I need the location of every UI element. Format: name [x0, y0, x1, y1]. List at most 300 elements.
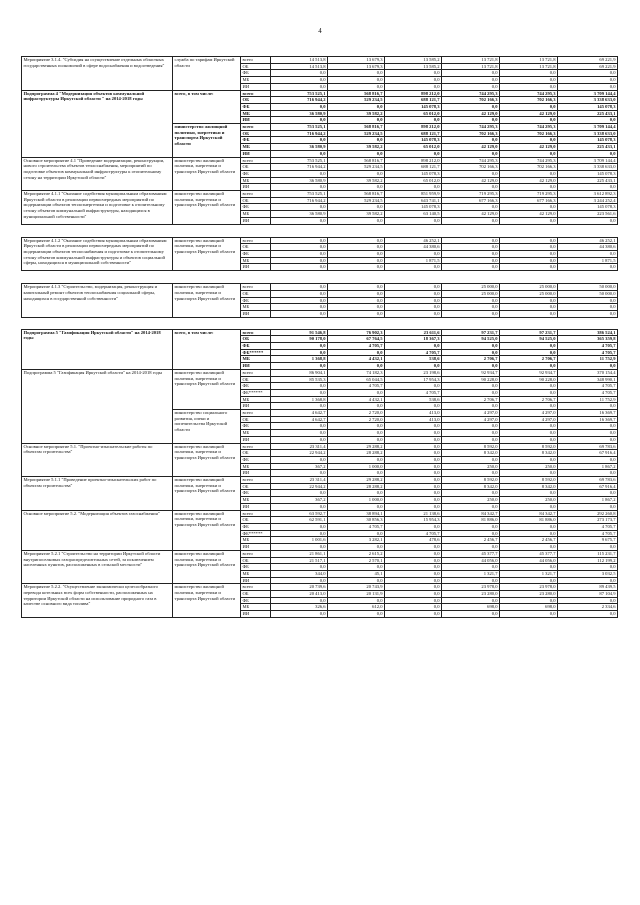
- amount-year-2015: 529 234,5: [328, 164, 385, 171]
- funding-source: всего: [241, 237, 271, 244]
- funding-source: всего: [241, 369, 271, 376]
- funding-source: всего: [241, 510, 271, 517]
- amount-year-2018: 702 166,3: [500, 97, 558, 104]
- gap-cell: [22, 317, 618, 329]
- amount-total: 3 709 144,4: [558, 157, 618, 164]
- amount-year-2016: 145 078,3: [385, 204, 442, 211]
- measure-title: Мероприятие 4.1.1 "Оказание содействия муниципальным образованиям Иркутской области в реализации первоочередных мероприятий по модернизации объектов теплоэнергетики и подготовке к отопительному сезону объектов коммунальной инфраструктуры, находящихся в муниципальной собственности": [22, 191, 173, 225]
- amount-year-2015: 29 288,2: [328, 477, 385, 484]
- amount-total: 4 705,7: [558, 349, 618, 356]
- amount-year-2014: 753 525,1: [271, 124, 328, 131]
- amount-year-2017: 0,0: [442, 304, 500, 311]
- amount-year-2018: 25 000,0: [500, 290, 558, 297]
- amount-year-2017: 0,0: [442, 490, 500, 497]
- amount-total: 348 990,1: [558, 376, 618, 383]
- amount-year-2018: 744 295,3: [500, 124, 558, 131]
- table-row: [22, 477, 618, 484]
- amount-year-2014: 0,0: [271, 436, 328, 443]
- amount-year-2014: 22 944,2: [271, 483, 328, 490]
- amount-total: 3 709 144,4: [558, 124, 618, 131]
- amount-year-2014: 0,0: [271, 423, 328, 430]
- amount-year-2017: 8 592,0: [442, 443, 500, 450]
- amount-year-2016: 44 380,6: [385, 244, 442, 251]
- amount-year-2016: 0,0: [385, 591, 442, 598]
- amount-total: 0,0: [558, 597, 618, 604]
- amount-year-2014: 62 591,1: [271, 517, 328, 524]
- amount-year-2016: 643 741,1: [385, 197, 442, 204]
- amount-year-2015: 0,0: [328, 423, 385, 430]
- amount-total: 0,0: [558, 184, 618, 191]
- amount-year-2017: 0,0: [442, 530, 500, 537]
- amount-year-2018: 94 525,0: [500, 336, 558, 343]
- funding-source: ИИ: [241, 363, 271, 370]
- amount-total: 0,0: [558, 304, 618, 311]
- amount-year-2015: 0,0: [328, 117, 385, 124]
- amount-year-2016: 0,0: [385, 497, 442, 504]
- amount-year-2016: 0,0: [385, 297, 442, 304]
- amount-total: 0,0: [558, 403, 618, 410]
- funding-source: ИИ: [241, 611, 271, 618]
- amount-year-2015: 2 720,0: [328, 410, 385, 417]
- amount-year-2015: 39 582,2: [328, 211, 385, 218]
- amount-year-2016: 65 012,0: [385, 110, 442, 117]
- amount-total: 0,0: [558, 456, 618, 463]
- amount-year-2015: 0,0: [328, 530, 385, 537]
- amount-year-2018: 81 886,0: [500, 517, 558, 524]
- amount-total: 3 244 252,4: [558, 197, 618, 204]
- amount-year-2018: 0,0: [500, 310, 558, 317]
- amount-year-2015: 2 720,0: [328, 416, 385, 423]
- funding-source: ФБ: [241, 70, 271, 77]
- amount-year-2014: 63 592,7: [271, 510, 328, 517]
- funding-source: всего: [241, 477, 271, 484]
- amount-year-2018: 698,0: [500, 604, 558, 611]
- amount-year-2016: 538,6: [385, 396, 442, 403]
- amount-total: 3 612 892,3: [558, 191, 618, 198]
- amount-year-2014: 0,0: [271, 204, 328, 211]
- amount-year-2018: 0,0: [500, 597, 558, 604]
- funding-source: всего: [241, 443, 271, 450]
- amount-total: 3 338 633,0: [558, 130, 618, 137]
- amount-year-2015: 0,0: [328, 70, 385, 77]
- funding-source: МБ: [241, 304, 271, 311]
- amount-year-2014: 0,0: [271, 430, 328, 437]
- amount-year-2016: 46 252,1: [385, 237, 442, 244]
- amount-year-2017: 0,0: [442, 503, 500, 510]
- amount-year-2018: 0,0: [500, 77, 558, 84]
- amount-year-2018: 0,0: [500, 170, 558, 177]
- executor-cell: министерство жилищной политики, энергетики и транспорта Иркутской области: [173, 443, 241, 477]
- amount-year-2017: 4 297,0: [442, 410, 500, 417]
- amount-total: 67 916,4: [558, 450, 618, 457]
- amount-year-2017: 702 166,3: [442, 130, 500, 137]
- funding-source: ФБ: [241, 250, 271, 257]
- amount-year-2018: 250,0: [500, 497, 558, 504]
- amount-total: 89 439,5: [558, 584, 618, 591]
- amount-total: 1 867,2: [558, 463, 618, 470]
- amount-total: 50 000,0: [558, 284, 618, 291]
- amount-year-2017: 8 342,0: [442, 483, 500, 490]
- amount-year-2016: 0,0: [385, 611, 442, 618]
- amount-year-2015: 2 615,2: [328, 550, 385, 557]
- amount-year-2014: 1 368,8: [271, 396, 328, 403]
- funding-source: ОБ: [241, 376, 271, 383]
- amount-year-2016: 0,0: [385, 450, 442, 457]
- amount-year-2015: 568 816,7: [328, 191, 385, 198]
- amount-total: 115 231,7: [558, 550, 618, 557]
- page-number: 4: [318, 27, 322, 35]
- amount-year-2017: 0,0: [442, 383, 500, 390]
- amount-total: 9 675,7: [558, 537, 618, 544]
- amount-year-2016: 0,0: [385, 577, 442, 584]
- amount-year-2015: 0,0: [328, 137, 385, 144]
- amount-year-2018: 0,0: [500, 530, 558, 537]
- amount-year-2014: 0,0: [271, 77, 328, 84]
- amount-year-2015: 0,0: [328, 436, 385, 443]
- amount-year-2015: 0,0: [328, 503, 385, 510]
- amount-year-2016: 0,0: [385, 456, 442, 463]
- amount-total: 0,0: [558, 611, 618, 618]
- amount-year-2018: 0,0: [500, 184, 558, 191]
- amount-total: 145 078,3: [558, 137, 618, 144]
- amount-year-2018: 0,0: [500, 490, 558, 497]
- amount-year-2016: 898 212,0: [385, 90, 442, 97]
- table-row: [22, 510, 618, 517]
- measure-title: Мероприятие 4.1.2 "Оказание содействия муниципальным образованиям Иркутской области в реализации первоочередных мероприятий по модернизации объектов теплоснабжения и подготовке к отопительному сезону объектов коммунальной инфраструктуры и объектов социальной сферы, находящихся в муниципальной собственности": [22, 237, 173, 271]
- amount-year-2015: 13 679,3: [328, 63, 385, 70]
- amount-year-2017: 23 978,0: [442, 584, 500, 591]
- funding-source: ОБ: [241, 164, 271, 171]
- funding-source: всего: [241, 157, 271, 164]
- amount-year-2017: 4 297,0: [442, 416, 500, 423]
- amount-year-2017: 45 377,7: [442, 550, 500, 557]
- amount-year-2014: 0,0: [271, 264, 328, 271]
- amount-year-2014: 753 525,1: [271, 157, 328, 164]
- amount-year-2014: 0,0: [271, 544, 328, 551]
- amount-total: 1 871,5: [558, 257, 618, 264]
- funding-source: ОБ: [241, 130, 271, 137]
- amount-year-2017: 0,0: [442, 264, 500, 271]
- amount-year-2016: 0,0: [385, 443, 442, 450]
- funding-source: всего: [241, 124, 271, 131]
- funding-source: МБ: [241, 463, 271, 470]
- amount-year-2018: 0,0: [500, 544, 558, 551]
- amount-year-2016: 145 078,3: [385, 103, 442, 110]
- funding-source: ФБ: [241, 524, 271, 531]
- amount-year-2016: 0,0: [385, 584, 442, 591]
- amount-year-2016: 65 012,0: [385, 144, 442, 151]
- amount-year-2016: 0,0: [385, 477, 442, 484]
- amount-year-2015: 568 816,7: [328, 124, 385, 131]
- amount-year-2014: 0,0: [271, 490, 328, 497]
- amount-year-2017: 0,0: [442, 70, 500, 77]
- executor-cell: министерство социального развития, опеки и попечительства Иркутской области: [173, 410, 241, 444]
- amount-year-2016: 0,0: [385, 117, 442, 124]
- amount-year-2017: 13 721,8: [442, 63, 500, 70]
- amount-year-2014: 23 311,4: [271, 443, 328, 450]
- gap-cell: [22, 271, 618, 284]
- amount-year-2014: 716 944,2: [271, 197, 328, 204]
- amount-total: 223 561,6: [558, 211, 618, 218]
- amount-year-2014: 85 535,3: [271, 376, 328, 383]
- amount-year-2017: 698,0: [442, 604, 500, 611]
- amount-year-2016: 688 121,7: [385, 97, 442, 104]
- amount-total: 0,0: [558, 470, 618, 477]
- amount-year-2018: 0,0: [500, 470, 558, 477]
- amount-year-2015: 0,0: [328, 237, 385, 244]
- amount-year-2016: 0,0: [385, 430, 442, 437]
- amount-total: 0,0: [558, 250, 618, 257]
- amount-year-2015: 0,0: [328, 244, 385, 251]
- amount-year-2014: 14 513,8: [271, 63, 328, 70]
- amount-total: 4 705,7: [558, 524, 618, 531]
- amount-year-2016: 0,0: [385, 483, 442, 490]
- amount-year-2017: 0,0: [442, 297, 500, 304]
- amount-year-2014: 36 580,9: [271, 177, 328, 184]
- amount-total: 225 433,1: [558, 110, 618, 117]
- amount-year-2015: 529 234,5: [328, 97, 385, 104]
- amount-year-2018: 8 342,0: [500, 450, 558, 457]
- funding-source: ИИ: [241, 544, 271, 551]
- funding-source: ОБ: [241, 290, 271, 297]
- amount-year-2017: 0,0: [442, 217, 500, 224]
- amount-year-2015: 0,0: [328, 470, 385, 477]
- amount-year-2014: 0,0: [271, 137, 328, 144]
- amount-year-2014: 1 368,8: [271, 356, 328, 363]
- amount-year-2015: 0,0: [328, 170, 385, 177]
- amount-total: 0,0: [558, 423, 618, 430]
- amount-year-2015: 4 705,7: [328, 343, 385, 350]
- amount-year-2016: 0,0: [385, 403, 442, 410]
- amount-year-2018: 13 721,8: [500, 63, 558, 70]
- amount-year-2015: 0,0: [328, 363, 385, 370]
- amount-year-2016: 0,0: [385, 550, 442, 557]
- amount-year-2015: 1 000,0: [328, 497, 385, 504]
- amount-year-2016: 0,0: [385, 423, 442, 430]
- amount-year-2017: 8 592,0: [442, 477, 500, 484]
- amount-year-2018: 8 592,0: [500, 477, 558, 484]
- funding-source: МБ: [241, 570, 271, 577]
- amount-year-2014: 0,0: [271, 170, 328, 177]
- amount-year-2014: 0,0: [271, 290, 328, 297]
- amount-year-2016: 538,6: [385, 356, 442, 363]
- amount-year-2014: 0,0: [271, 470, 328, 477]
- funding-source: ФБ: [241, 297, 271, 304]
- amount-year-2017: 42 129,0: [442, 110, 500, 117]
- amount-year-2014: 36 580,9: [271, 144, 328, 151]
- amount-year-2014: 0,0: [271, 310, 328, 317]
- amount-year-2014: 36 580,9: [271, 211, 328, 218]
- amount-year-2016: 17 954,3: [385, 376, 442, 383]
- gap-cell: [22, 224, 618, 237]
- amount-year-2018: 45 377,7: [500, 550, 558, 557]
- amount-year-2015: 529 234,5: [328, 197, 385, 204]
- amount-year-2017: 0,0: [442, 250, 500, 257]
- amount-total: 0,0: [558, 577, 618, 584]
- amount-year-2014: 344,0: [271, 570, 328, 577]
- amount-year-2015: 0,0: [328, 204, 385, 211]
- amount-year-2018: 744 295,3: [500, 157, 558, 164]
- amount-year-2017: 0,0: [442, 456, 500, 463]
- amount-year-2017: 0,0: [442, 403, 500, 410]
- amount-year-2018: 0,0: [500, 244, 558, 251]
- amount-year-2016: 478,6: [385, 537, 442, 544]
- amount-total: 3 709 144,4: [558, 90, 618, 97]
- amount-year-2015: 30 856,3: [328, 517, 385, 524]
- funding-source: всего: [241, 284, 271, 291]
- funding-source: ФБ: [241, 456, 271, 463]
- executor-cell: министерство жилищной политики, энергетики и транспорта Иркутской области: [173, 157, 241, 191]
- measure-title: Подпрограмма 5 "Газификация Иркутской области" на 2014-2018 годы: [22, 329, 173, 369]
- amount-year-2017: 25 000,0: [442, 284, 500, 291]
- amount-year-2018: 0,0: [500, 349, 558, 356]
- amount-year-2016: 0,0: [385, 383, 442, 390]
- amount-year-2018: 42 129,0: [500, 110, 558, 117]
- amount-year-2016: 0,0: [385, 250, 442, 257]
- amount-year-2016: 413,0: [385, 410, 442, 417]
- funding-source: ОБ: [241, 450, 271, 457]
- amount-year-2014: 36 580,9: [271, 110, 328, 117]
- amount-year-2018: 0,0: [500, 436, 558, 443]
- amount-year-2018: 0,0: [500, 137, 558, 144]
- amount-year-2017: 0,0: [442, 343, 500, 350]
- amount-total: 3 338 633,0: [558, 164, 618, 171]
- funding-source: МБ: [241, 77, 271, 84]
- funding-source: МБ: [241, 537, 271, 544]
- amount-year-2014: 0,0: [271, 349, 328, 356]
- amount-year-2018: 4 297,0: [500, 410, 558, 417]
- amount-year-2016: 898 212,0: [385, 124, 442, 131]
- funding-source: ФБ: [241, 564, 271, 571]
- funding-source: ОБ: [241, 97, 271, 104]
- amount-total: 11 752,9: [558, 356, 618, 363]
- amount-total: 0,0: [558, 436, 618, 443]
- funding-source: ФБ: [241, 423, 271, 430]
- amount-year-2016: 4 705,7: [385, 349, 442, 356]
- funding-source: ОБ: [241, 517, 271, 524]
- amount-total: 0,0: [558, 503, 618, 510]
- amount-total: 0,0: [558, 430, 618, 437]
- amount-year-2017: 0,0: [442, 544, 500, 551]
- amount-year-2015: 39 582,2: [328, 177, 385, 184]
- table-row: [22, 584, 618, 591]
- funding-source: ФБ******: [241, 530, 271, 537]
- amount-year-2015: 76 902,3: [328, 329, 385, 336]
- amount-year-2016: 0,0: [385, 470, 442, 477]
- amount-total: 145 078,3: [558, 204, 618, 211]
- table-row: [22, 157, 618, 164]
- amount-year-2014: 0,0: [271, 611, 328, 618]
- executor-cell: министерство жилищной политики, энергетики и транспорта Иркутской области: [173, 477, 241, 511]
- amount-year-2018: 0,0: [500, 611, 558, 618]
- amount-year-2015: 3 282,1: [328, 537, 385, 544]
- amount-year-2015: 0,0: [328, 83, 385, 90]
- funding-source: ФБ: [241, 103, 271, 110]
- amount-year-2017: 0,0: [442, 430, 500, 437]
- amount-year-2015: 0,0: [328, 490, 385, 497]
- amount-year-2017: 13 721,8: [442, 57, 500, 64]
- amount-year-2015: 29 288,2: [328, 443, 385, 450]
- funding-source: ИИ: [241, 217, 271, 224]
- amount-year-2017: 2 706,7: [442, 396, 500, 403]
- amount-year-2015: 0,0: [328, 290, 385, 297]
- amount-year-2016: 0,0: [385, 503, 442, 510]
- amount-total: 225 433,1: [558, 144, 618, 151]
- amount-year-2015: 39 582,2: [328, 144, 385, 151]
- amount-year-2017: 0,0: [442, 389, 500, 396]
- section-gap: [22, 317, 618, 329]
- amount-year-2017: 8 342,0: [442, 450, 500, 457]
- amount-year-2015: 0,0: [328, 544, 385, 551]
- amount-year-2015: 568 816,7: [328, 90, 385, 97]
- amount-year-2016: 0,0: [385, 597, 442, 604]
- amount-year-2018: 92 934,7: [500, 369, 558, 376]
- executor-cell: министерство жилищной политики, энергетики и транспорта Иркутской области: [173, 191, 241, 225]
- executor-cell: министерство жилищной политики, энергетики и транспорта Иркутской области: [173, 284, 241, 318]
- measure-title: Мероприятие 4.1.3 "Строительство, модернизация, реконструкция и капитальный ремонт объектов теплоснабжения социальной сферы, находящихся в государственной собственности": [22, 284, 173, 318]
- amount-year-2014: 0,0: [271, 577, 328, 584]
- funding-source: ФБ******: [241, 349, 271, 356]
- amount-year-2018: 0,0: [500, 304, 558, 311]
- amount-year-2017: 677 166,3: [442, 197, 500, 204]
- amount-year-2017: 0,0: [442, 237, 500, 244]
- amount-total: 2 334,6: [558, 604, 618, 611]
- amount-total: 16 369,7: [558, 416, 618, 423]
- amount-year-2017: 0,0: [442, 204, 500, 211]
- funding-source: МБ: [241, 211, 271, 218]
- amount-year-2018: 0,0: [500, 577, 558, 584]
- amount-year-2015: 0,0: [328, 564, 385, 571]
- amount-year-2018: 8 592,0: [500, 443, 558, 450]
- amount-total: 370 154,4: [558, 369, 618, 376]
- amount-year-2016: 13 585,2: [385, 63, 442, 70]
- table-row: [22, 90, 618, 97]
- funding-source: МБ: [241, 497, 271, 504]
- amount-year-2017: 0,0: [442, 524, 500, 531]
- funding-source: ФБ: [241, 343, 271, 350]
- table-row: [22, 369, 618, 376]
- amount-year-2018: 0,0: [500, 117, 558, 124]
- funding-source: ИИ: [241, 184, 271, 191]
- funding-source: ОБ: [241, 591, 271, 598]
- amount-year-2016: 688 121,7: [385, 130, 442, 137]
- amount-year-2014: 86 904,1: [271, 369, 328, 376]
- executor-cell: министерство жилищной политики, энергетики и транспорта Иркутской области: [173, 369, 241, 409]
- amount-total: 16 369,7: [558, 410, 618, 417]
- amount-year-2017: 2 456,7: [442, 537, 500, 544]
- amount-year-2014: 0,0: [271, 383, 328, 390]
- amount-total: 292 260,8: [558, 510, 618, 517]
- amount-year-2016: 23 611,6: [385, 329, 442, 336]
- amount-year-2014: 0,0: [271, 284, 328, 291]
- amount-year-2015: 0,0: [328, 150, 385, 157]
- amount-year-2014: 367,2: [271, 463, 328, 470]
- amount-year-2017: 97 231,7: [442, 329, 500, 336]
- executor-cell: всего, в том числе:: [173, 90, 241, 124]
- amount-year-2014: 91 546,8: [271, 329, 328, 336]
- amount-year-2018: 702 166,3: [500, 164, 558, 171]
- amount-year-2015: 2 570,1: [328, 557, 385, 564]
- amount-year-2018: 0,0: [500, 103, 558, 110]
- funding-source: всего: [241, 410, 271, 417]
- amount-total: 87 104,9: [558, 591, 618, 598]
- measure-title: Мероприятие 5.1.1 "Проведение проектно-изыскательских работ по объектам строительства": [22, 477, 173, 511]
- amount-year-2018: 42 129,0: [500, 144, 558, 151]
- table-row: [22, 191, 618, 198]
- amount-total: 0,0: [558, 490, 618, 497]
- funding-source: МБ: [241, 430, 271, 437]
- amount-total: 1 867,2: [558, 497, 618, 504]
